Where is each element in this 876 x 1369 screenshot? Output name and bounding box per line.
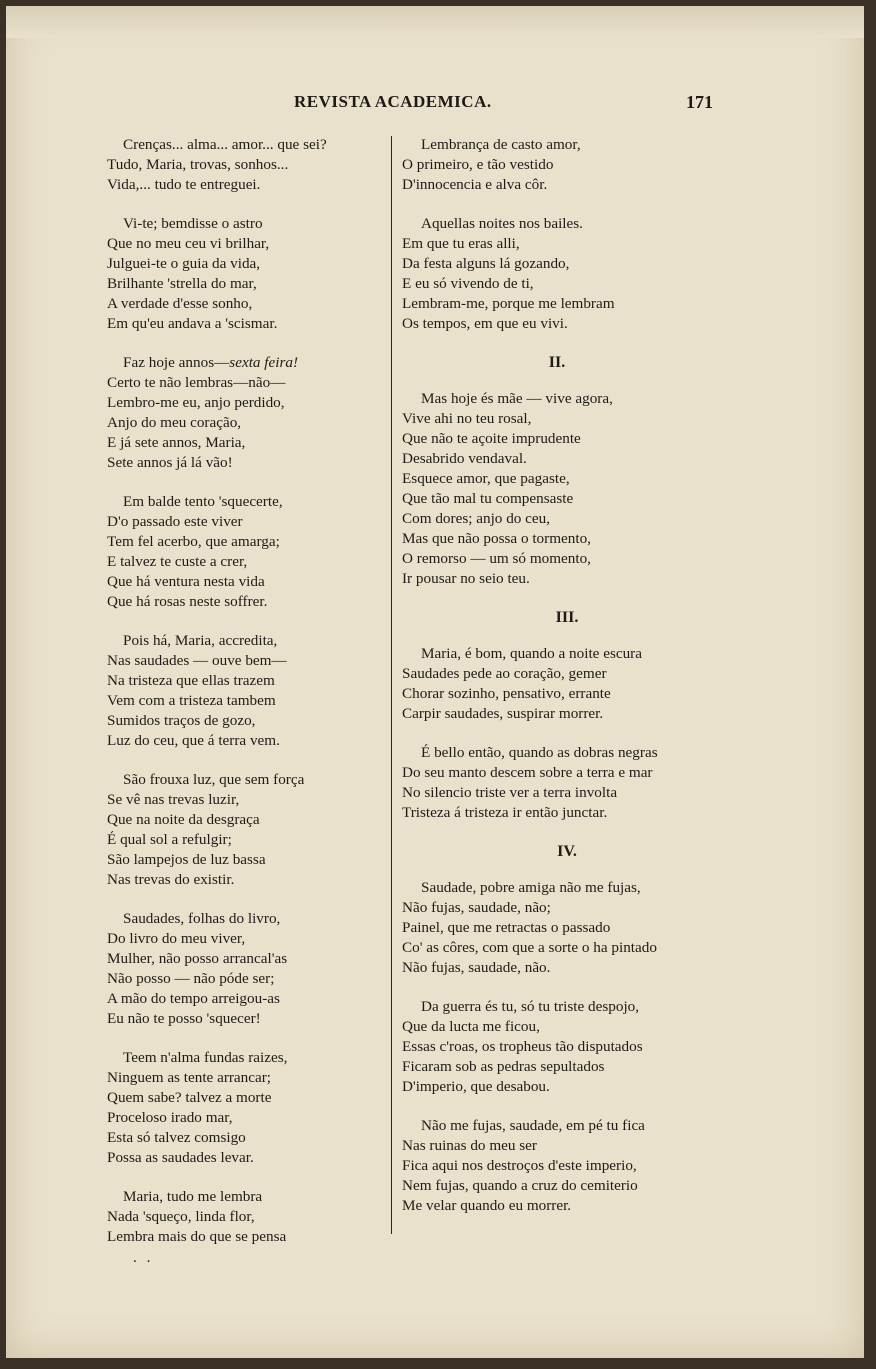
poem-stanza xyxy=(107,135,379,195)
poem-line: Pois há, Maria, accredita, xyxy=(123,632,278,649)
poem-line: Possa as saudades levar. xyxy=(107,1149,254,1166)
poem-line: Não fujas, saudade, não; xyxy=(402,899,551,916)
poem-line: Painel, que me retractas o passado xyxy=(402,919,611,936)
poem-line: É bello então, quando as dobras negras xyxy=(421,744,658,761)
poem-line: Não posso — não póde ser; xyxy=(107,970,275,987)
poem-line: Que não te açoite imprudente xyxy=(402,430,581,447)
poem-line: Anjo do meu coração, xyxy=(107,414,242,431)
section-number-iii: III. xyxy=(555,609,579,626)
poem-line xyxy=(107,353,379,373)
poem-stanza xyxy=(402,878,732,978)
poem-line: Co' as côres, com que a sorte o ha pintado xyxy=(402,939,657,956)
poem-line: Maria, é bom, quando a noite escura xyxy=(421,645,642,662)
poem-line: Esquece amor, que pagaste, xyxy=(402,470,570,487)
poem-line: Não fujas, saudade, não. xyxy=(402,959,551,976)
poem-line: Lembrança de casto amor, xyxy=(421,136,581,153)
poem-line-emphasis: sexta feira! xyxy=(229,354,299,371)
poem-line: Em qu'eu andava a 'scismar. xyxy=(107,315,278,332)
poem-line: Ficaram sob as pedras sepultados xyxy=(402,1058,605,1075)
poem-stanza xyxy=(402,135,732,195)
poem-line: Que da lucta me ficou, xyxy=(402,1018,540,1035)
running-title: REVISTA ACADEMICA. xyxy=(294,92,492,111)
poem-line: Tristeza á tristeza ir então junctar. xyxy=(402,804,608,821)
poem-line: Vida,... tudo te entreguei. xyxy=(107,176,261,193)
poem-line: Da guerra és tu, só tu triste despojo, xyxy=(421,998,640,1015)
poem-line: Eu não te posso 'squecer! xyxy=(107,1010,261,1027)
poem-line: Nas saudades — ouve bem— xyxy=(107,652,287,669)
poem-line: Que há rosas neste soffrer. xyxy=(107,593,268,610)
poem-line: Em balde tento 'squecerte, xyxy=(123,493,283,510)
poem-line: Aquellas noites nos bailes. xyxy=(421,215,583,232)
poem-line: São frouxa luz, que sem força xyxy=(123,771,305,788)
poem-stanza xyxy=(107,1187,379,1247)
poem-line: Nas ruinas do meu ser xyxy=(402,1137,537,1154)
poem-line: Chorar sozinho, pensativo, errante xyxy=(402,685,611,702)
poem-line: Desabrido vendaval. xyxy=(402,450,527,467)
poem-line: E talvez te custe a crer, xyxy=(107,553,248,570)
poem-line: Do seu manto descem sobre a terra e mar xyxy=(402,764,653,781)
poem-line: Teem n'alma fundas raizes, xyxy=(123,1049,288,1066)
poem-line: Vem com a tristeza tambem xyxy=(107,692,276,709)
page-number: 171 xyxy=(686,92,713,112)
poem-line: O remorso — um só momento, xyxy=(402,550,591,567)
poem-line: O primeiro, e tão vestido xyxy=(402,156,554,173)
poem-line: D'o passado este viver xyxy=(107,513,243,530)
poem-line: Lembro-me eu, anjo perdido, xyxy=(107,394,285,411)
poem-line: Que tão mal tu compensaste xyxy=(402,490,574,507)
section-number-iv: IV. xyxy=(557,843,577,860)
poem-line: Sete annos já lá vão! xyxy=(107,454,233,471)
poem-line: Nas trevas do existir. xyxy=(107,871,235,888)
poem-line: Nem fujas, quando a cruz do cemiterio xyxy=(402,1177,638,1194)
poem-line: Da festa alguns lá gozando, xyxy=(402,255,570,272)
poem-line: Em que tu eras alli, xyxy=(402,235,520,252)
poem-line: Nada 'squeço, linda flor, xyxy=(107,1208,255,1225)
poem-line: Lembra mais do que se pensa xyxy=(107,1228,287,1245)
poem-line: Carpir saudades, suspirar morrer. xyxy=(402,705,604,722)
poem-line: Com dores; anjo do ceu, xyxy=(402,510,551,527)
poem-line: São lampejos de luz bassa xyxy=(107,851,266,868)
poem-stanza xyxy=(107,770,379,890)
poem-line: Ir pousar no seio teu. xyxy=(402,570,530,587)
poem-line: Crenças... alma... amor... que sei? xyxy=(123,136,327,153)
poem-line: Lembram-me, porque me lembram xyxy=(402,295,615,312)
poem-line: Proceloso irado mar, xyxy=(107,1109,233,1126)
poem-line: Vive ahi no teu rosal, xyxy=(402,410,532,427)
poem-stanza xyxy=(107,492,379,612)
poem-stanza xyxy=(107,353,379,473)
poem-line: Que no meu ceu vi brilhar, xyxy=(107,235,270,252)
poem-line: Saudades pede ao coração, gemer xyxy=(402,665,607,682)
poem-line-text: Faz hoje annos— xyxy=(123,354,230,371)
poem-line: Ninguem as tente arrancar; xyxy=(107,1069,272,1086)
book-page xyxy=(6,6,864,1358)
poem-line: Maria, tudo me lembra xyxy=(123,1188,263,1205)
poem-line: Do livro do meu viver, xyxy=(107,930,246,947)
poem-line: Luz do ceu, que á terra vem. xyxy=(107,732,280,749)
poem-stanza xyxy=(107,909,379,1029)
poem-line: Tudo, Maria, trovas, sonhos... xyxy=(107,156,289,173)
poem-line: Que na noite da desgraça xyxy=(107,811,260,828)
poem-line: E eu só vivendo de ti, xyxy=(402,275,534,292)
poem-line: Mas hoje és mãe — vive agora, xyxy=(421,390,613,407)
poem-line: D'innocencia e alva côr. xyxy=(402,176,548,193)
poem-line: Mas que não possa o tormento, xyxy=(402,530,591,547)
poem-stanza xyxy=(402,997,732,1097)
poem-line: Fica aqui nos destroços d'este imperio, xyxy=(402,1157,637,1174)
poem-line: E já sete annos, Maria, xyxy=(107,434,246,451)
poem-line: Na tristeza que ellas trazem xyxy=(107,672,275,689)
poem-line: Essas c'roas, os tropheus tão disputados xyxy=(402,1038,643,1055)
poem-line: A mão do tempo arreigou-as xyxy=(107,990,280,1007)
continuation-dots: . . xyxy=(133,1249,154,1266)
poem-line: Esta só talvez comsigo xyxy=(107,1129,246,1146)
poem-line: Julguei-te o guia da vida, xyxy=(107,255,261,272)
poem-line: No silencio triste ver a terra involta xyxy=(402,784,618,801)
poem-line: Mulher, não posso arrancal'as xyxy=(107,950,288,967)
poem-line: É qual sol a refulgir; xyxy=(107,831,232,848)
poem-line: D'imperio, que desabou. xyxy=(402,1078,550,1095)
poem-line: Vi-te; bemdisse o astro xyxy=(123,215,263,232)
poem-line: Os tempos, em que eu vivi. xyxy=(402,315,568,332)
poem-line: Me velar quando eu morrer. xyxy=(402,1197,572,1214)
poem-stanza xyxy=(402,743,732,823)
poem-stanza xyxy=(402,389,732,589)
section-number-ii: II. xyxy=(548,354,566,371)
poem-line: Sumidos traços de gozo, xyxy=(107,712,256,729)
poem-stanza xyxy=(107,214,379,334)
poem-line: Saudades, folhas do livro, xyxy=(123,910,281,927)
poem-stanza xyxy=(107,631,379,751)
right-poem-column xyxy=(402,135,732,1235)
poem-line: A verdade d'esse sonho, xyxy=(107,295,253,312)
poem-line: Tem fel acerbo, que amarga; xyxy=(107,533,280,550)
left-poem-column xyxy=(107,135,379,1265)
poem-line: Que há ventura nesta vida xyxy=(107,573,265,590)
column-divider xyxy=(391,136,392,1234)
poem-line: Certo te não lembras—não— xyxy=(107,374,286,391)
poem-line: Não me fujas, saudade, em pé tu fica xyxy=(421,1117,645,1134)
poem-stanza xyxy=(402,214,732,334)
poem-line: Saudade, pobre amiga não me fujas, xyxy=(421,879,641,896)
page-binding-edge xyxy=(6,6,864,38)
poem-line: Se vê nas trevas luzir, xyxy=(107,791,240,808)
poem-stanza xyxy=(402,644,732,724)
poem-stanza xyxy=(107,1048,379,1168)
poem-stanza xyxy=(402,1116,732,1216)
poem-line: Quem sabe? talvez a morte xyxy=(107,1089,272,1106)
poem-line: Brilhante 'strella do mar, xyxy=(107,275,257,292)
